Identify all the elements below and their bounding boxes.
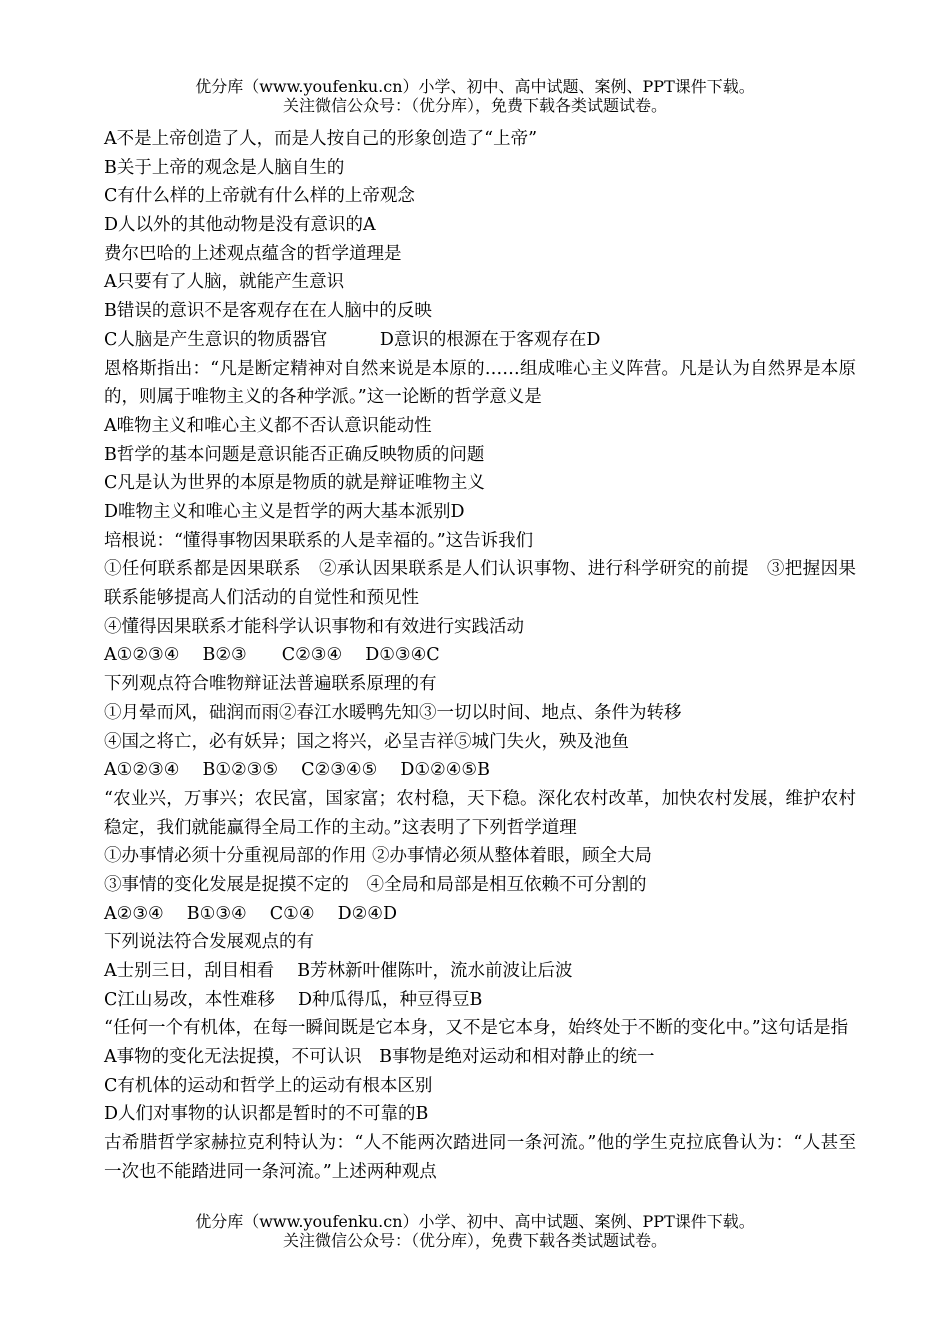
- text-line: ①任何联系都是因果联系 ②承认因果联系是人们认识事物、进行科学研究的前提 ③把握因果联系能够提高人们活动的自觉性和预见性: [104, 559, 856, 609]
- text-line: ①月晕而风，础润而雨②春江水暖鸭先知③一切以时间、地点、条件为转移: [104, 702, 682, 723]
- question-stem: “农业兴，万事兴；农民富，国家富；农村稳，天下稳。深化农村改革，加快农村发展，维护农村稳定，我们就能赢得全局工作的主动。”这表明了下列哲学道理: [104, 788, 856, 838]
- footer-line-1: 优分库（www.youfenku.cn）小学、初中、高中试题、案例、PPT课件下载。: [195, 1212, 755, 1231]
- question-stem: 古希腊哲学家赫拉克利特认为：“人不能两次踏进同一条河流。”他的学生克拉底鲁认为：“人甚至一次也不能踏进同一条河流。”上述两种观点: [104, 1133, 856, 1182]
- question-stem: 下列说法符合发展观点的有: [104, 932, 314, 953]
- text-line: ③事情的变化发展是捉摸不定的 ④全局和局部是相互依赖不可分割的: [104, 874, 647, 895]
- text-line: ①办事情必须十分重视局部的作用 ②办事情必须从整体着眼，顾全大局: [104, 846, 653, 867]
- text-line: ④国之将亡，必有妖异；国之将兴，必呈吉祥⑤城门失火，殃及池鱼: [104, 731, 629, 752]
- text-line: B错误的意识不是客观存在在人脑中的反映: [104, 301, 432, 322]
- text-line: D唯物主义和唯心主义是哲学的两大基本派别D: [104, 501, 465, 522]
- answer-options: A②③④ B①③④ C①④ D②④D: [104, 903, 398, 924]
- text-line: A只要有了人脑，就能产生意识: [104, 272, 345, 293]
- text-line: A事物的变化无法捉摸，不可认识 B事物是绝对运动和相对静止的统一: [104, 1047, 655, 1068]
- document-body: [104, 125, 856, 1187]
- text-line: B哲学的基本问题是意识能否正确反映物质的问题: [104, 444, 485, 465]
- header-line-1: 优分库（www.youfenku.cn）小学、初中、高中试题、案例、PPT课件下载。: [195, 77, 755, 96]
- text-line: ④懂得因果联系才能科学认识事物和有效进行实践活动: [104, 616, 524, 637]
- footer-line-2: 关注微信公众号：（优分库），免费下载各类试题试卷。: [282, 1231, 667, 1250]
- text-line: C凡是认为世界的本原是物质的就是辩证唯物主义: [104, 473, 485, 494]
- question-stem: 下列观点符合唯物辩证法普遍联系原理的有: [104, 674, 437, 695]
- text-line: D人们对事物的认识都是暂时的不可靠的B: [104, 1104, 429, 1125]
- question-stem: 恩格斯指出：“凡是断定精神对自然来说是本原的……组成唯心主义阵营。凡是认为自然界是本原的，则属于唯物主义的各种学派。”这一论断的哲学意义是: [104, 358, 856, 408]
- header-line-2: 关注微信公众号：（优分库），免费下载各类试题试卷。: [282, 96, 667, 115]
- answer-options: A①②③④ B②③ C②③④ D①③④C: [104, 645, 440, 666]
- text-line: C江山易改，本性难移 D种瓜得瓜，种豆得豆B: [104, 989, 483, 1010]
- text-line: A唯物主义和唯心主义都不否认意识能动性: [104, 415, 432, 436]
- question-stem: “任何一个有机体，在每一瞬间既是它本身，又不是它本身，始终处于不断的变化中。”这句话是指: [104, 1018, 849, 1039]
- text-line: C有什么样的上帝就有什么样的上帝观念: [104, 186, 415, 207]
- text-line: D人以外的其他动物是没有意识的A: [104, 215, 376, 236]
- page-header: [0, 77, 950, 115]
- question-stem: 费尔巴哈的上述观点蕴含的哲学道理是: [104, 243, 402, 264]
- text-line: B关于上帝的观念是人脑自生的: [104, 157, 345, 178]
- text-line: A士别三日，刮目相看 B芳林新叶催陈叶，流水前波让后波: [104, 961, 573, 982]
- question-stem: 培根说：“懂得事物因果联系的人是幸福的。”这告诉我们: [104, 530, 534, 551]
- page-footer: [0, 1212, 950, 1250]
- text-line: C有机体的运动和哲学上的运动有根本区别: [104, 1075, 433, 1096]
- text-line: C人脑是产生意识的物质器官 D意识的根源在于客观存在D: [104, 329, 601, 350]
- answer-options: A①②③④ B①②③⑤ C②③④⑤ D①②④⑤B: [104, 760, 490, 781]
- text-line: A不是上帝创造了人，而是人按自己的形象创造了“上帝”: [104, 129, 538, 149]
